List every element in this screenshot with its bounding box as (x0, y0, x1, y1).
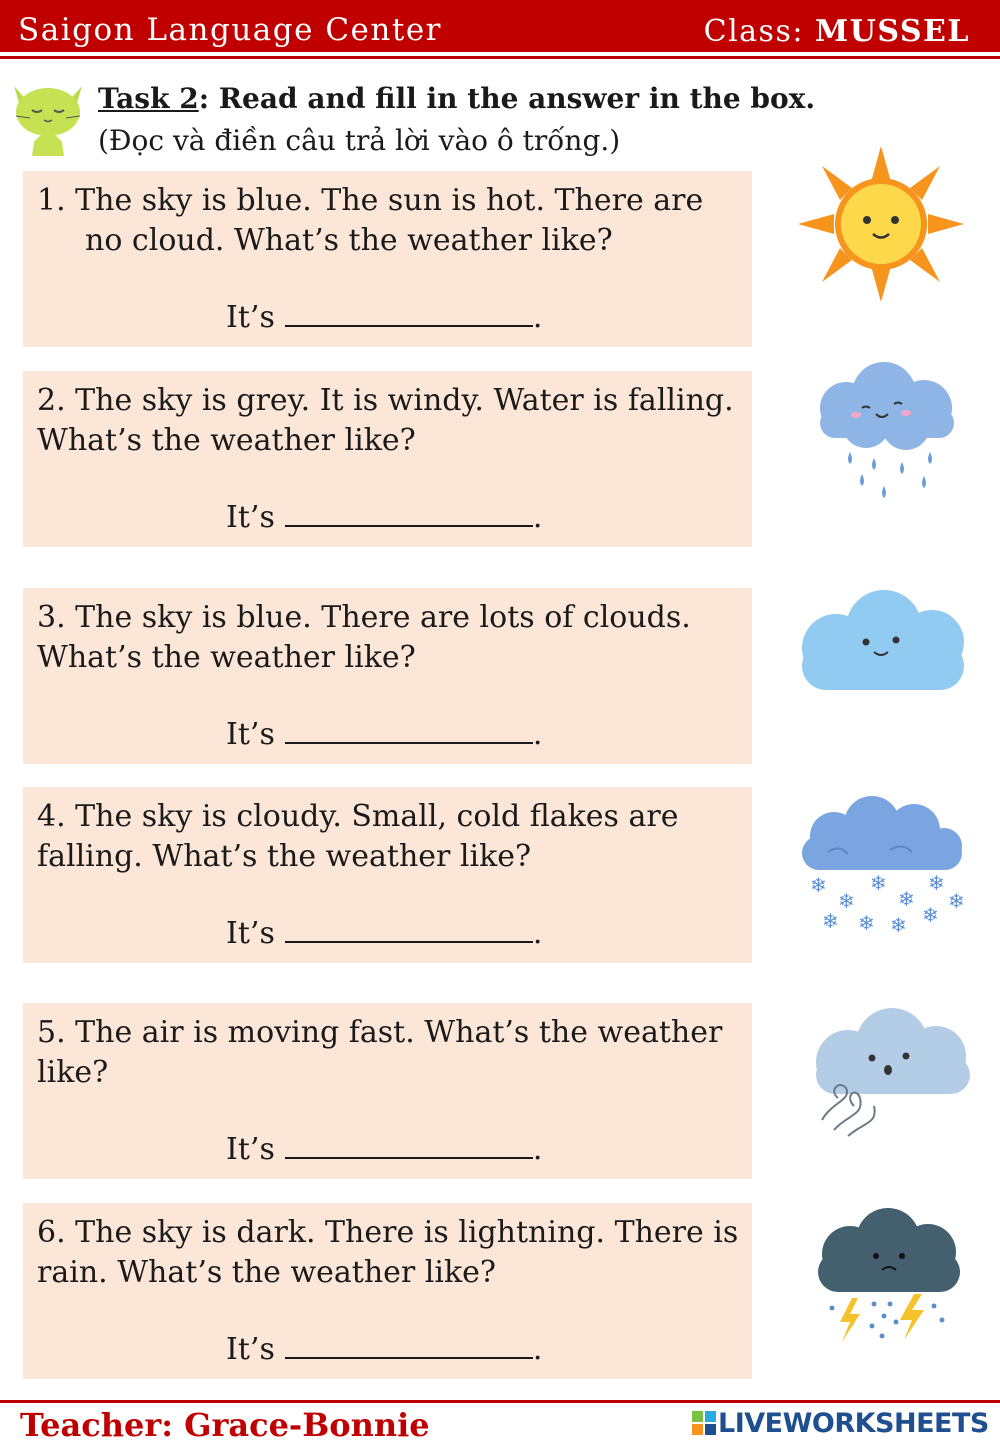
answer-prefix: It’s (226, 1132, 275, 1167)
answer-blank-6[interactable] (285, 1331, 533, 1359)
question-box-1 (23, 171, 752, 347)
wind-cloud-icon (808, 1006, 972, 1140)
answer-line-5 (226, 1131, 542, 1167)
answer-suffix: . (532, 300, 543, 335)
question-box-2 (23, 371, 752, 547)
answer-line-4 (226, 915, 542, 951)
answer-prefix: It’s (226, 916, 275, 951)
answer-line-3 (226, 716, 542, 752)
answer-prefix: It’s (226, 1332, 275, 1367)
header-bar (0, 0, 1000, 52)
question-text-1: 1. The sky is blue. The sun is hot. There are no cloud. What’s the weather like? (37, 183, 704, 258)
liveworksheets-grid-icon (692, 1411, 716, 1435)
cat-mascot-icon (6, 72, 90, 156)
task-name: Task 2 (98, 82, 199, 115)
answer-suffix: . (532, 500, 543, 535)
sun-icon (796, 144, 966, 304)
header-divider (0, 56, 1000, 59)
svg-text:❄: ❄ (870, 871, 887, 895)
task-instruction: : Read and fill in the answer in the box. (198, 82, 816, 115)
liveworksheets-brand: LIVEWORKSHEETS (718, 1408, 989, 1439)
answer-suffix: . (532, 1132, 543, 1167)
cloud-icon (796, 586, 970, 696)
answer-suffix: . (532, 916, 543, 951)
question-text-5: 5. The air is moving fast. What’s the weather like? (37, 1015, 723, 1090)
svg-text:❄: ❄ (838, 889, 855, 913)
answer-blank-2[interactable] (285, 499, 533, 527)
answer-blank-1[interactable] (285, 299, 533, 327)
rain-cloud-icon (806, 358, 964, 508)
question-text-6: 6. The sky is dark. There is lightning. There is rain. What’s the weather like? (37, 1215, 739, 1290)
answer-prefix: It’s (226, 300, 275, 335)
class-name: MUSSEL (814, 14, 970, 49)
question-box-4 (23, 787, 752, 963)
answer-blank-3[interactable] (285, 716, 533, 744)
answer-suffix: . (532, 1332, 543, 1367)
question-text-4: 4. The sky is cloudy. Small, cold flakes are falling. What’s the weather like? (37, 799, 679, 874)
footer-divider (0, 1400, 1000, 1403)
question-text-3: 3. The sky is blue. There are lots of clouds. What’s the weather like? (37, 600, 691, 675)
svg-text:❄: ❄ (810, 873, 827, 897)
answer-blank-5[interactable] (285, 1131, 533, 1159)
class-label (704, 14, 970, 49)
svg-text:❄: ❄ (890, 913, 907, 937)
svg-text:❄: ❄ (822, 909, 839, 933)
question-box-3 (23, 588, 752, 764)
liveworksheets-logo[interactable] (692, 1408, 992, 1438)
task-subtitle: (Đọc và điền câu trả lời vào ô trống.) (98, 124, 621, 157)
question-text-2: 2. The sky is grey. It is windy. Water is falling. What’s the weather like? (37, 383, 734, 458)
svg-text:❄: ❄ (858, 911, 875, 935)
answer-suffix: . (532, 717, 543, 752)
snow-cloud-icon (798, 796, 966, 938)
svg-text:❄: ❄ (922, 903, 939, 927)
svg-text:❄: ❄ (948, 889, 965, 913)
svg-text:❄: ❄ (928, 871, 945, 895)
answer-line-1 (226, 299, 542, 335)
answer-prefix: It’s (226, 717, 275, 752)
svg-text:❄: ❄ (898, 887, 915, 911)
answer-prefix: It’s (226, 500, 275, 535)
answer-blank-4[interactable] (285, 915, 533, 943)
center-name: Saigon Language Center (18, 12, 442, 48)
question-box-6 (23, 1203, 752, 1379)
class-prefix: Class: (703, 14, 815, 49)
question-box-5 (23, 1003, 752, 1179)
answer-line-6 (226, 1331, 542, 1367)
answer-line-2 (226, 499, 542, 535)
storm-cloud-icon (812, 1208, 964, 1348)
teacher-name: Teacher: Grace-Bonnie (20, 1406, 430, 1444)
task-heading (98, 82, 815, 115)
